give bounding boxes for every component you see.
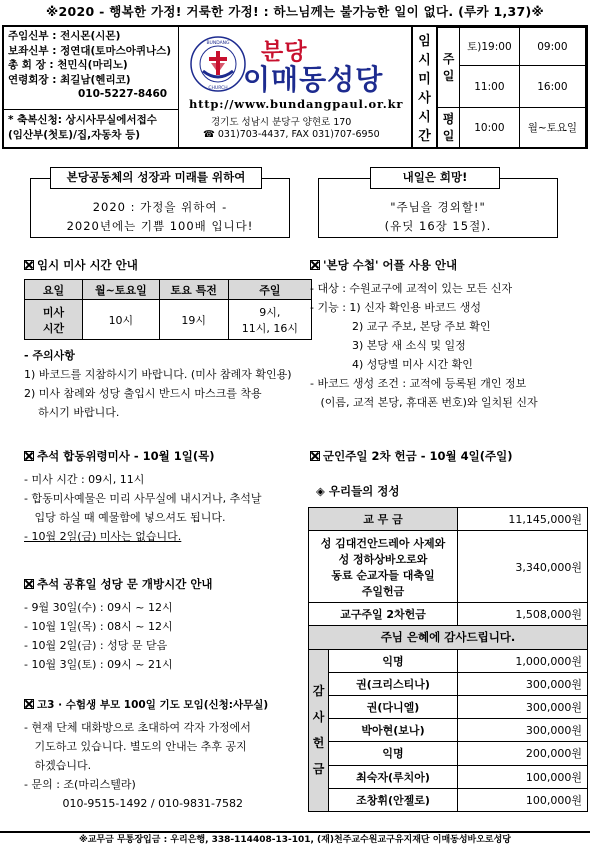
church-url[interactable]: http://www.bundangpaul.or.kr [189,97,404,111]
banner: ※2020 - 행복한 가정! 거룩한 가정! : 하느님께는 불가능한 일이 없다. (루카 1,37)※ [46,4,544,19]
donor-name: 익명 [329,649,458,672]
box-left-title: 본당공동체의 성장과 미래를 위하여 [50,167,262,189]
donor-value: 100,000원 [458,765,588,788]
section-open-hours [24,576,306,674]
section-app [310,257,588,412]
table-header: 월~토요일 [83,280,160,300]
box-left-line-1: 2020 : 가정을 위하여 - [92,200,228,214]
contact-phone: 010-9515-1492 / 010-9831-7582 [24,797,244,810]
section-heading: ◈ 우리들의 정성 [316,484,400,498]
mass-schedule-panel [411,27,586,147]
donor-name: 권(크리스티나) [329,672,458,695]
donor-value: 100,000원 [458,788,588,811]
section-chuseok [24,448,306,546]
church-name-1: 분당 [261,39,308,65]
table-cell: 9시, 11시, 16시 [228,300,311,340]
donor-value: 300,000원 [458,695,588,718]
donor-value: 300,000원 [458,719,588,742]
schedule-table [437,27,586,148]
section-heading: '본당 수첩' 어플 사용 안내 [310,257,588,273]
section-heading: 임시 미사 시간 안내 [24,257,306,273]
section-heading: 추석 공휴일 성당 문 개방시간 안내 [24,576,306,592]
text-line: - 현재 단체 대화방으로 초대하여 각자 가정에서 [24,721,251,734]
table-cell: 19시 [159,300,228,340]
table-cell: 10시 [83,300,160,340]
sunday-label: 주 일 [438,28,460,108]
offering-label: 교 무 금 [309,508,458,531]
text-line: 2) 교구 주보, 본당 주보 확인 [310,320,491,333]
cautions-title: - 주의사항 [24,349,75,362]
text-line: 하겠습니다. [24,759,92,772]
text-line: - 기능 : 1) 신자 확인용 바코드 생성 [310,301,481,314]
section-mass-times [24,257,306,422]
vertical-label: 감 사 헌 금 [309,649,329,811]
donor-value: 1,000,000원 [458,649,588,672]
section-heading: 군인주일 2차 헌금 - 10월 4일(주일) [310,448,588,464]
text-line: - 대상 : 수원교구에 교적이 있는 모든 신자 [310,282,513,295]
box-right-line-2: (유딧 16장 15절). [384,219,492,233]
staff-panel [4,27,179,147]
box-left-line-2: 2020년에는 기쁨 100배 입니다! [66,219,254,233]
box-right-title: 내일은 희망! [370,167,500,189]
text-line: 3) 본당 새 소식 및 일정 [310,339,466,352]
schedule-cell: 월~토요일 [519,108,585,148]
schedule-cell: 11:00 [460,66,520,108]
thanks-banner: 주님 은혜에 감사드립니다. [309,626,588,649]
text-line: 입당 하실 때 예물함에 넣으셔도 됩니다. [24,511,226,524]
schedule-cell: 16:00 [519,66,585,108]
donor-name: 박아현(보나) [329,719,458,742]
schedule-title: 임 시 미 사 시 간 [413,27,437,147]
offering-value: 3,340,000원 [458,531,588,603]
section-army-sunday [310,448,588,470]
donor-name: 최숙자(루치아) [329,765,458,788]
text-line: - 미사 시간 : 09시, 11시 [24,473,145,486]
donor-value: 300,000원 [458,672,588,695]
footer-bank-info: ※교무금 무통장입금 : 우리은행, 338-114408-13-101, (재)천주교수원교구유지재단 이매동성바오로성당 [0,831,590,848]
box-right-line-1: "주님을 경외할!" [390,200,486,214]
offerings-table [308,507,588,812]
row-label: 미사 시간 [25,300,83,340]
text-line: - 문의 : 조(마리스텔라) [24,778,136,791]
table-header: 주일 [228,280,311,300]
svg-text:BUNDANG: BUNDANG [206,41,230,46]
notice-line-2: (임산부(첫토)/집,자동차 등) [8,129,141,141]
offering-value: 1,508,000원 [458,603,588,626]
donor-name: 익명 [329,742,458,765]
text-line: - 10월 3일(토) : 09시 ~ 21시 [24,658,173,671]
table-header: 요일 [25,280,83,300]
donor-name: 권(다니엘) [329,695,458,718]
checkbox-icon [24,260,34,270]
staff-president: 총 회 장 : 천민식(마리노) [8,59,128,72]
church-info [181,27,411,147]
caution-line: 하시기 바랍니다. [24,406,120,419]
church-address: 경기도 성남시 분당구 양현로 170 [211,117,352,128]
checkbox-icon [310,451,320,461]
table-header: 토요 특전 [159,280,228,300]
church-tel: ☎ 031)703-4437, FAX 031)707-6950 [203,129,380,140]
staff-funeral: 연령회장 : 최길남(헨리코) [8,73,131,86]
donor-value: 200,000원 [458,742,588,765]
staff-phone: 010-5227-8460 [78,88,168,101]
section-heading: 고3 · 수험생 부모 100일 기도 모임(신청:사무실) [24,697,306,712]
text-line: - 합동미사예물은 미리 사무실에 내시거나, 추석날 [24,492,262,505]
blessing-notice [8,113,157,143]
text-line: 4) 성당별 미사 시간 확인 [310,358,473,371]
section-heading: 추석 합동위령미사 - 10월 1일(목) [24,448,306,464]
offering-value: 11,145,000원 [458,508,588,531]
no-mass-notice: - 10월 2일(금) 미사는 없습니다. [24,530,182,543]
header [2,25,588,149]
church-name-2: 이매동성당 [243,63,384,96]
text-line: - 바코드 생성 조건 : 교적에 등록된 개인 정보 [310,377,527,390]
staff-pastor: 주임신부 : 전시몬(시몬) [8,30,121,42]
checkbox-icon [310,260,320,270]
checkbox-icon [24,699,34,709]
weekday-label: 평 일 [438,108,460,148]
donor-name: 조창휘(안젤로) [329,788,458,811]
text-line: - 9월 30일(수) : 09시 ~ 12시 [24,601,173,614]
text-line: (이름, 교적 본당, 휴대폰 번호)와 일치된 신자 [310,396,538,409]
svg-text:CHURCH: CHURCH [208,86,228,91]
text-line: - 10월 2일(금) : 성당 문 닫음 [24,639,168,652]
divider [4,109,178,110]
offerings-heading [316,483,576,505]
staff-assistant: 보좌신부 : 정연대(토마스아퀴나스) [8,44,172,57]
caution-line: 1) 바코드를 지참하시기 바랍니다. (미사 참례자 확인용) [24,368,292,381]
schedule-cell: 09:00 [519,28,585,66]
schedule-cell: 토)19:00 [460,28,520,66]
notice-line-1: * 축복신청: 상시사무실에서접수 [8,114,157,126]
checkbox-icon [24,579,34,589]
offering-label: 성 김대건안드레아 사제와 성 정하상바오로와 동료 순교자들 대축일 주일헌금 [309,531,458,603]
offering-label: 교구주일 2차헌금 [309,603,458,626]
church-logo [189,35,247,93]
section-prayer [24,697,306,813]
text-line: 기도하고 있습니다. 별도의 안내는 추후 공지 [24,740,247,753]
checkbox-icon [24,451,34,461]
caution-line: 2) 미사 참례와 성당 출입시 반드시 마스크를 착용 [24,387,262,400]
schedule-cell: 10:00 [460,108,520,148]
mass-time-table [24,279,312,340]
staff-list [8,29,171,102]
text-line: - 10월 1일(목) : 08시 ~ 12시 [24,620,173,633]
